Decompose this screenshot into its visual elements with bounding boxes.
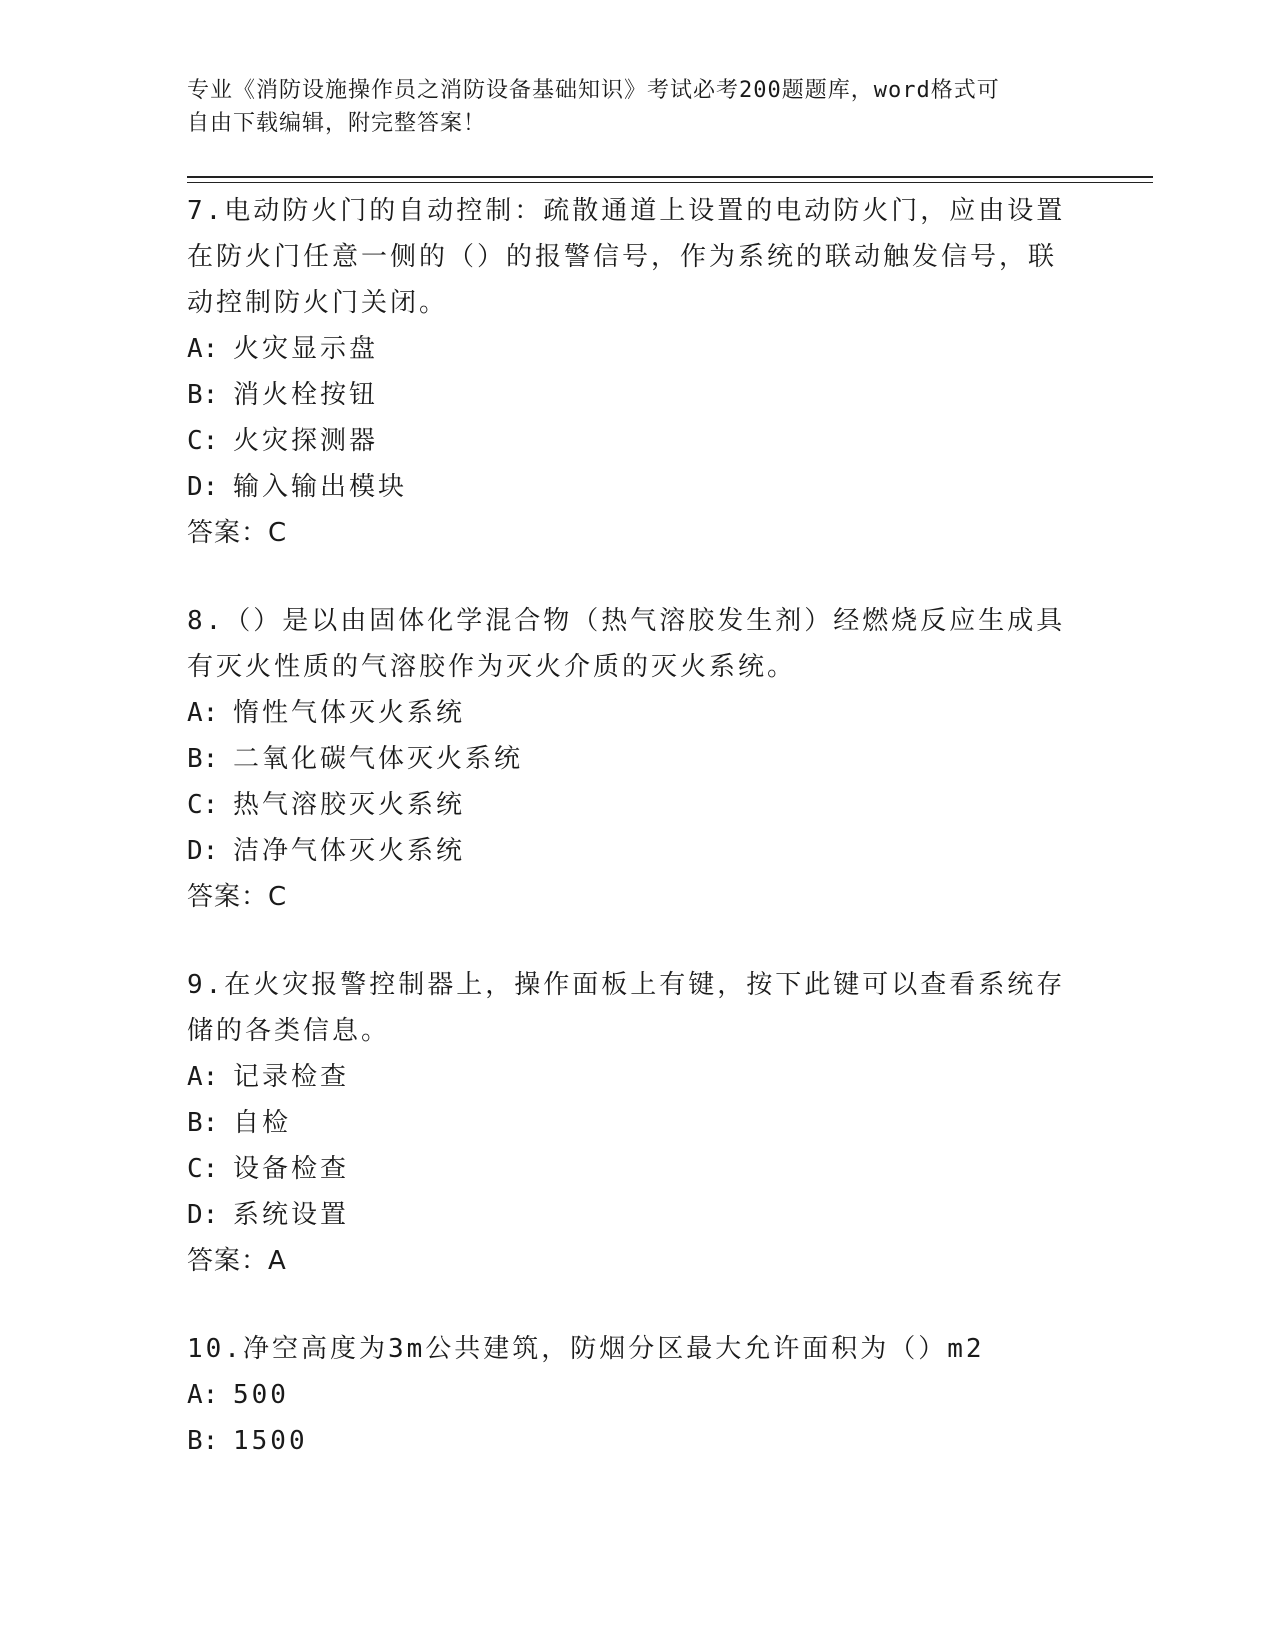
option-text: 消火栓按钮 xyxy=(233,380,379,410)
question-9 xyxy=(187,962,1077,1284)
question-stem-line: 8.（）是以由固体化学混合物（热气溶胶发生剂）经燃烧反应生成具 xyxy=(187,606,1066,636)
header-line-2: 自由下载编辑，附完整答案！ xyxy=(187,111,487,136)
option-letter: B: xyxy=(187,380,219,410)
question-stem xyxy=(187,962,1077,1054)
answer-line: 答案：C xyxy=(187,882,288,912)
question-stem xyxy=(187,1326,1077,1372)
option-c xyxy=(187,782,1077,828)
option-text: 1500 xyxy=(233,1426,308,1456)
question-7 xyxy=(187,188,1077,556)
question-stem-line: 7.电动防火门的自动控制：疏散通道上设置的电动防火门，应由设置 xyxy=(187,196,1066,226)
header-divider-thin xyxy=(187,182,1153,183)
answer-line: 答案：C xyxy=(187,518,288,548)
option-a xyxy=(187,326,1077,372)
option-text: 系统设置 xyxy=(233,1200,350,1230)
header-divider-thick xyxy=(187,176,1153,178)
option-letter: B: xyxy=(187,1426,219,1456)
option-a xyxy=(187,1054,1077,1100)
option-a xyxy=(187,1372,1077,1418)
option-text: 二氧化碳气体灭火系统 xyxy=(233,744,524,774)
question-stem-line: 动控制防火门关闭。 xyxy=(187,288,449,318)
option-letter: D: xyxy=(187,472,219,502)
document-header xyxy=(187,74,1067,140)
option-c xyxy=(187,418,1077,464)
option-text: 输入输出模块 xyxy=(233,472,408,502)
option-letter: A: xyxy=(187,1062,219,1092)
option-text: 洁净气体灭火系统 xyxy=(233,836,466,866)
option-letter: B: xyxy=(187,744,219,774)
option-b xyxy=(187,1100,1077,1146)
option-a xyxy=(187,690,1077,736)
option-d xyxy=(187,1192,1077,1238)
option-text: 500 xyxy=(233,1380,289,1410)
question-8 xyxy=(187,598,1077,920)
option-b xyxy=(187,1418,1077,1464)
option-d xyxy=(187,828,1077,874)
option-letter: C: xyxy=(187,426,219,456)
question-stem xyxy=(187,598,1077,690)
option-letter: C: xyxy=(187,790,219,820)
question-stem-line: 有灭火性质的气溶胶作为灭火介质的灭火系统。 xyxy=(187,652,797,682)
question-stem-line: 10.净空高度为3m公共建筑，防烟分区最大允许面积为（）m2 xyxy=(187,1334,985,1364)
option-letter: C: xyxy=(187,1154,219,1184)
question-stem-line: 9.在火灾报警控制器上，操作面板上有键，按下此键可以查看系统存 xyxy=(187,970,1066,1000)
option-text: 火灾显示盘 xyxy=(233,334,379,364)
option-letter: A: xyxy=(187,698,219,728)
question-stem-line: 储的各类信息。 xyxy=(187,1016,391,1046)
option-text: 设备检查 xyxy=(233,1154,350,1184)
option-b xyxy=(187,736,1077,782)
answer-line: 答案：A xyxy=(187,1246,287,1276)
option-text: 惰性气体灭火系统 xyxy=(233,698,466,728)
option-text: 自检 xyxy=(233,1108,292,1138)
question-10 xyxy=(187,1326,1077,1464)
option-d xyxy=(187,464,1077,510)
question-stem xyxy=(187,188,1077,326)
option-letter: A: xyxy=(187,334,219,364)
option-b xyxy=(187,372,1077,418)
option-text: 火灾探测器 xyxy=(233,426,379,456)
option-letter: D: xyxy=(187,1200,219,1230)
header-line-1: 专业《消防设施操作员之消防设备基础知识》考试必考200题题库，word格式可 xyxy=(187,78,1000,103)
option-text: 记录检查 xyxy=(233,1062,350,1092)
option-text: 热气溶胶灭火系统 xyxy=(233,790,466,820)
option-letter: B: xyxy=(187,1108,219,1138)
question-stem-line: 在防火门任意一侧的（）的报警信号，作为系统的联动触发信号，联 xyxy=(187,242,1058,272)
option-letter: D: xyxy=(187,836,219,866)
option-c xyxy=(187,1146,1077,1192)
option-letter: A: xyxy=(187,1380,219,1410)
